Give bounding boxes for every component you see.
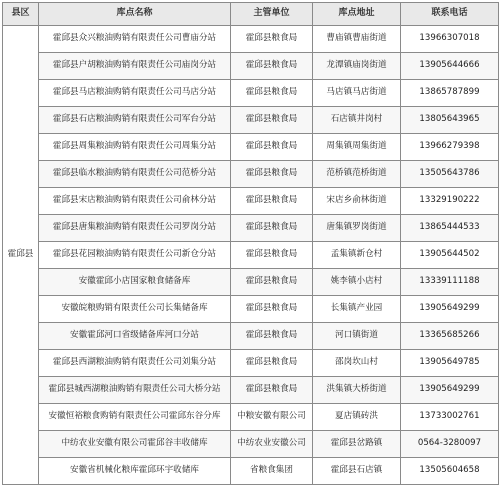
cell-phone: 13905649785 xyxy=(401,350,499,377)
cell-phone: 13505643786 xyxy=(401,161,499,188)
header-authority: 主管单位 xyxy=(231,3,313,26)
cell-depot-name: 霍邱县石店粮油购销有限责任公司军台分站 xyxy=(39,107,231,134)
cell-phone: 13329190222 xyxy=(401,188,499,215)
table-row xyxy=(3,53,499,80)
cell-authority: 省粮食集团 xyxy=(231,458,313,485)
cell-depot-name: 霍邱县宋店粮油购销有限责任公司俞林分站 xyxy=(39,188,231,215)
cell-depot-name: 安徽霍邱小店国家粮食储备库 xyxy=(39,269,231,296)
table-row xyxy=(3,404,499,431)
table-row xyxy=(3,242,499,269)
cell-depot-name: 霍邱县西湖粮油购销有限责任公司刘集分站 xyxy=(39,350,231,377)
cell-address: 宋店乡俞林街道 xyxy=(313,188,401,215)
table-body xyxy=(3,26,499,485)
cell-address: 夏店镇砖洪 xyxy=(313,404,401,431)
cell-address: 长集镇产业园 xyxy=(313,296,401,323)
cell-address: 曹庙镇曹庙街道 xyxy=(313,26,401,53)
cell-depot-name: 霍邱县众兴粮油购销有限责任公司曹庙分站 xyxy=(39,26,231,53)
cell-authority: 霍邱县粮食局 xyxy=(231,188,313,215)
cell-depot-name: 安徽皖粮购销有限责任公司长集储备库 xyxy=(39,296,231,323)
cell-address: 邵岗坎山村 xyxy=(313,350,401,377)
cell-authority: 霍邱县粮食局 xyxy=(231,350,313,377)
cell-phone: 0564-3280097 xyxy=(401,431,499,458)
cell-address: 姚李镇小店村 xyxy=(313,269,401,296)
table-row xyxy=(3,215,499,242)
cell-depot-name: 霍邱县花园粮油购销有限责任公司新仓分站 xyxy=(39,242,231,269)
cell-address: 龙潭镇庙岗街道 xyxy=(313,53,401,80)
table-row xyxy=(3,26,499,53)
cell-depot-name: 霍邱县城西湖粮油购销有限责任公司大桥分站 xyxy=(39,377,231,404)
table-row xyxy=(3,350,499,377)
table-row xyxy=(3,269,499,296)
grain-depot-table xyxy=(2,2,499,485)
cell-address: 马店镇马店街道 xyxy=(313,80,401,107)
table-row xyxy=(3,188,499,215)
cell-phone: 13339111188 xyxy=(401,269,499,296)
table-row xyxy=(3,161,499,188)
cell-depot-name: 霍邱县唐集粮油购销有限责任公司罗岗分站 xyxy=(39,215,231,242)
header-phone: 联系电话 xyxy=(401,3,499,26)
table-row xyxy=(3,296,499,323)
cell-depot-name: 霍邱县户胡粮油购销有限责任公司庙岗分站 xyxy=(39,53,231,80)
cell-phone: 13905649299 xyxy=(401,377,499,404)
cell-address: 孟集镇新仓村 xyxy=(313,242,401,269)
cell-depot-name: 霍邱县周集粮油购销有限责任公司周集分站 xyxy=(39,134,231,161)
cell-phone: 13805643965 xyxy=(401,107,499,134)
cell-authority: 霍邱县粮食局 xyxy=(231,377,313,404)
table-header-row xyxy=(3,3,499,26)
cell-phone: 13865444533 xyxy=(401,215,499,242)
header-address: 库点地址 xyxy=(313,3,401,26)
cell-authority: 霍邱县粮食局 xyxy=(231,107,313,134)
cell-authority: 霍邱县粮食局 xyxy=(231,296,313,323)
cell-authority: 霍邱县粮食局 xyxy=(231,53,313,80)
cell-phone: 13905644666 xyxy=(401,53,499,80)
cell-county: 霍邱县 xyxy=(3,26,39,485)
cell-address: 霍邱县石店镇 xyxy=(313,458,401,485)
cell-phone: 13505604658 xyxy=(401,458,499,485)
table-row xyxy=(3,458,499,485)
cell-authority: 霍邱县粮食局 xyxy=(231,134,313,161)
table-row xyxy=(3,323,499,350)
cell-address: 河口镇街道 xyxy=(313,323,401,350)
cell-address: 霍邱县岔路镇 xyxy=(313,431,401,458)
cell-phone: 13966307018 xyxy=(401,26,499,53)
cell-phone: 13365685266 xyxy=(401,323,499,350)
cell-depot-name: 安徽省机械化粮库霍邱环宇收储库 xyxy=(39,458,231,485)
cell-depot-name: 安徽霍邱河口省级储备库河口分站 xyxy=(39,323,231,350)
cell-authority: 霍邱县粮食局 xyxy=(231,242,313,269)
cell-authority: 霍邱县粮食局 xyxy=(231,323,313,350)
cell-phone: 13865787899 xyxy=(401,80,499,107)
table-row xyxy=(3,377,499,404)
cell-address: 石店镇井岗村 xyxy=(313,107,401,134)
cell-address: 唐集镇罗岗街道 xyxy=(313,215,401,242)
cell-depot-name: 霍邱县临水粮油购销有限责任公司范桥分站 xyxy=(39,161,231,188)
cell-phone: 13966279398 xyxy=(401,134,499,161)
cell-address: 范桥镇范桥街道 xyxy=(313,161,401,188)
table-row xyxy=(3,80,499,107)
cell-authority: 中纺农业安徽公司 xyxy=(231,431,313,458)
cell-authority: 霍邱县粮食局 xyxy=(231,80,313,107)
cell-address: 周集镇周集街道 xyxy=(313,134,401,161)
cell-authority: 霍邱县粮食局 xyxy=(231,215,313,242)
cell-authority: 霍邱县粮食局 xyxy=(231,161,313,188)
cell-authority: 中粮安徽有限公司 xyxy=(231,404,313,431)
table-row xyxy=(3,134,499,161)
cell-phone: 13733002761 xyxy=(401,404,499,431)
cell-address: 洪集镇大桥街道 xyxy=(313,377,401,404)
header-county: 县区 xyxy=(3,3,39,26)
cell-depot-name: 中纺农业安徽有限公司霍邱谷丰收储库 xyxy=(39,431,231,458)
table-row xyxy=(3,107,499,134)
cell-depot-name: 安徽恒裕粮食购销有限责任公司霍邱东谷分库 xyxy=(39,404,231,431)
header-depot-name: 库点名称 xyxy=(39,3,231,26)
table-row xyxy=(3,431,499,458)
cell-authority: 霍邱县粮食局 xyxy=(231,26,313,53)
cell-authority: 霍邱县粮食局 xyxy=(231,269,313,296)
cell-depot-name: 霍邱县马店粮油购销有限责任公司马店分站 xyxy=(39,80,231,107)
cell-phone: 13905644502 xyxy=(401,242,499,269)
cell-phone: 13905649299 xyxy=(401,296,499,323)
